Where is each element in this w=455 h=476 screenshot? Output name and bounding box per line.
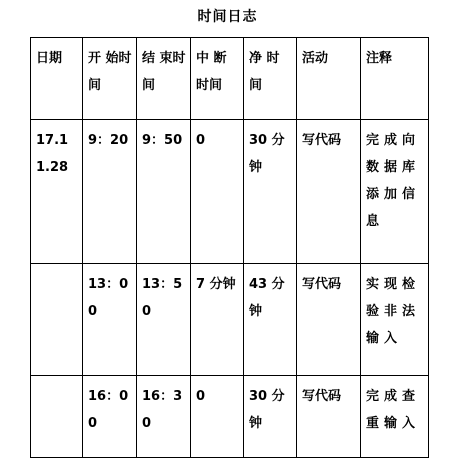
- cell-notes: 完成向数据库添加信息: [361, 120, 429, 264]
- cell-notes: 完成查重输入: [361, 376, 429, 458]
- table-row: [31, 376, 429, 458]
- table-row: [31, 120, 429, 264]
- cell-date: [31, 376, 83, 458]
- cell-activity: 写代码: [297, 120, 361, 264]
- table-row: [31, 264, 429, 376]
- cell-activity: 写代码: [297, 264, 361, 376]
- cell-date: 17.11.28: [31, 120, 83, 264]
- header-date: 日期: [31, 38, 83, 120]
- cell-start-time: 9：20: [83, 120, 137, 264]
- time-log-table: [30, 37, 429, 458]
- header-end-time: 结 束时间: [137, 38, 191, 120]
- cell-notes: 实现检验非法输入: [361, 264, 429, 376]
- header-activity: 活动: [297, 38, 361, 120]
- header-interrupt-time: 中 断时间: [191, 38, 244, 120]
- cell-net-time: 43 分钟: [244, 264, 297, 376]
- cell-end-time: 16：30: [137, 376, 191, 458]
- cell-start-time: 16：00: [83, 376, 137, 458]
- cell-interrupt-time: 7 分钟: [191, 264, 244, 376]
- cell-interrupt-time: 0: [191, 120, 244, 264]
- cell-start-time: 13：00: [83, 264, 137, 376]
- cell-net-time: 30 分钟: [244, 376, 297, 458]
- cell-activity: 写代码: [297, 376, 361, 458]
- cell-date: [31, 264, 83, 376]
- header-notes: 注释: [361, 38, 429, 120]
- header-row: [31, 38, 429, 120]
- cell-interrupt-time: 0: [191, 376, 244, 458]
- header-net-time: 净 时间: [244, 38, 297, 120]
- document-title: 时间日志: [197, 9, 258, 25]
- cell-net-time: 30 分钟: [244, 120, 297, 264]
- cell-end-time: 13：50: [137, 264, 191, 376]
- cell-end-time: 9：50: [137, 120, 191, 264]
- header-start-time: 开 始时间: [83, 38, 137, 120]
